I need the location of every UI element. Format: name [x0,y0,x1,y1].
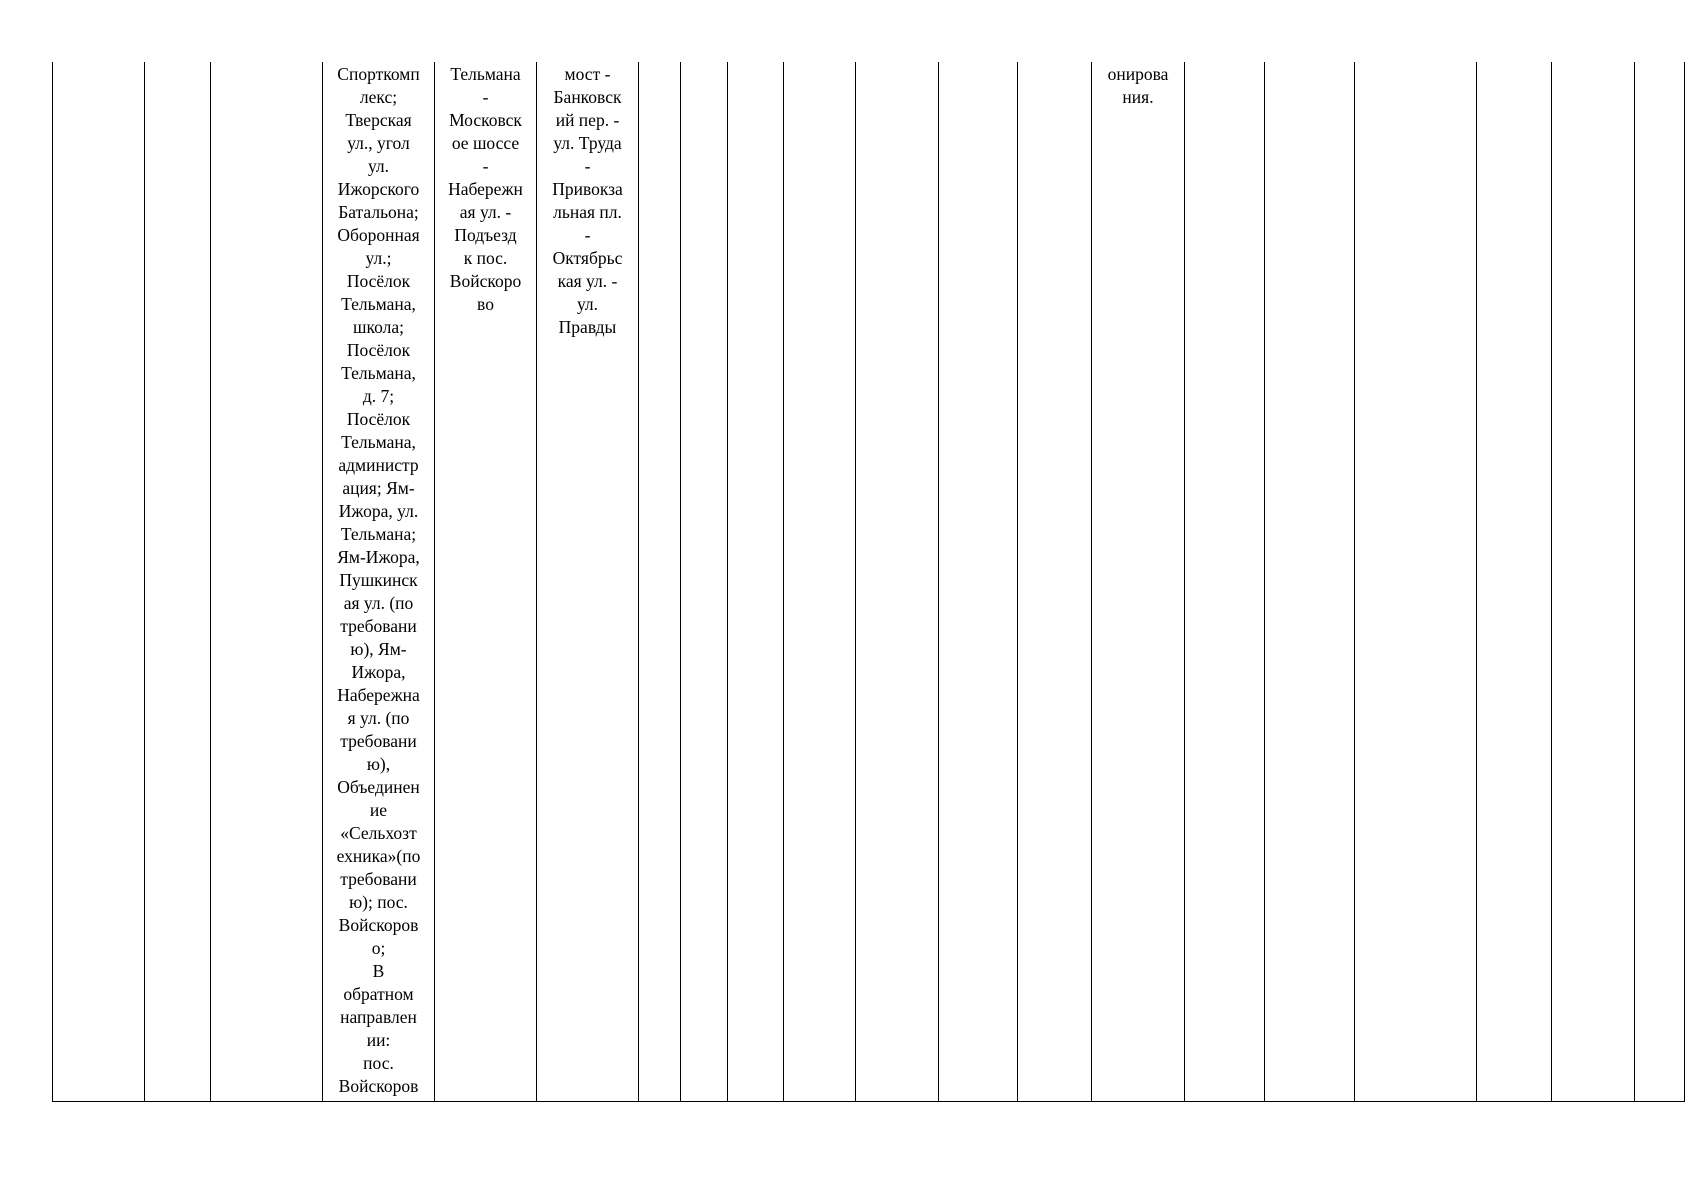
column-border [1551,62,1552,1102]
table-bottom-border [52,1101,1685,1102]
column-border [938,62,939,1102]
column-border [727,62,728,1102]
column-border [1017,62,1018,1102]
note-cell: онирова ния. [1107,64,1169,107]
column-border [1476,62,1477,1102]
route-cell: мост - Банковск ий пер. - ул. Труда - Привокза льная пл. - Октябрьс кая ул. - ул. Правды [552,64,623,337]
column-border [210,62,211,1102]
column-border [1264,62,1265,1102]
column-border [680,62,681,1102]
column-border [855,62,856,1102]
stops-cell: Спорткомп лекс; Тверская ул., угол ул. Ижорского Батальона; Оборонная ул.; Посёлок Тельмана, школа; Посёлок Тельмана, д. 7; Посёлок Тельмана, администр ация; Ям- Ижора, ул. Тельмана; Ям-Ижора, Пушкинск ая ул. (по требовани ю), Ям- Ижора, Набережна я ул. (по требовани ю), Объединен ие «Сельхозт ехника»(по требовани ю); пос. Войскоров о; В обратном направлен ии: пос. Войскоров [336,64,421,1096]
column-border [52,62,53,1102]
column-border [1354,62,1355,1102]
column-border [144,62,145,1102]
column-border [638,62,639,1102]
column-border [783,62,784,1102]
column-border [1684,62,1685,1102]
column-border [1091,62,1092,1102]
streets-cell: Тельмана - Московск ое шоссе - Набережн ая ул. - Подъезд к пос. Войскоро во [448,64,523,314]
column-border [1184,62,1185,1102]
column-border [1634,62,1635,1102]
